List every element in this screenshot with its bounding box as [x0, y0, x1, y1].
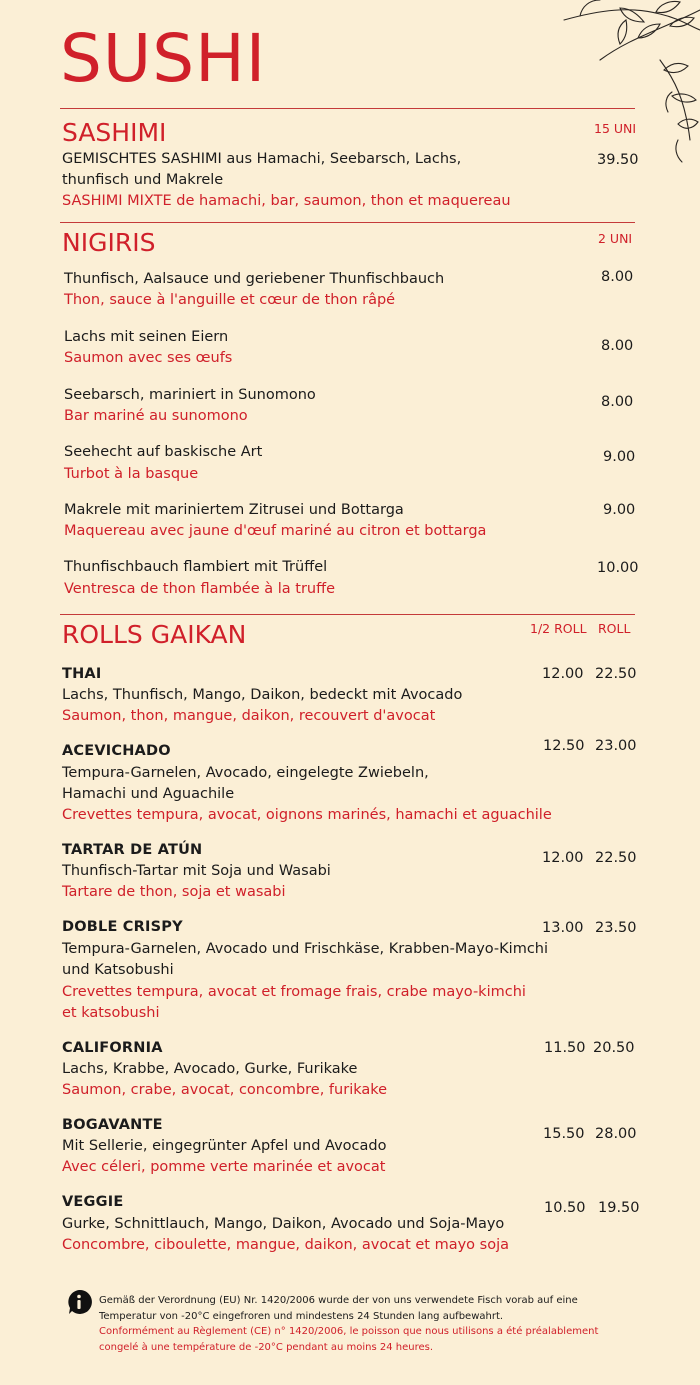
sashimi-description-de: GEMISCHTES SASHIMI aus Hamachi, Seebarsch, Lachs, thunfisch und Makrele	[62, 151, 462, 188]
nigiri-item-de: Seehecht auf baskische Art	[64, 444, 263, 460]
roll-description-de: Thunfisch-Tartar mit Soja und Wasabi	[62, 863, 331, 879]
section-divider	[60, 614, 635, 615]
roll-description-de: Tempura-Garnelen, Avocado und Frischkäse, Krabben-Mayo-Kimchi und Katsobushi	[62, 941, 549, 978]
nigiri-item-fr: Thon, sauce à l'anguille et cœur de thon râpé	[64, 292, 396, 308]
roll-price-full: 22.50	[595, 850, 637, 866]
roll-description-fr: Saumon, crabe, avocat, concombre, furikake	[62, 1082, 388, 1098]
rolls-unit-half: 1/2 ROLL	[530, 621, 587, 636]
section-heading-nigiris: NIGIRIS	[62, 228, 156, 257]
info-icon	[66, 1289, 92, 1315]
roll-name: BOGAVANTE	[62, 1117, 163, 1133]
nigiri-item-de: Thunfisch, Aalsauce und geriebener Thunfischbauch	[64, 271, 445, 287]
roll-name: CALIFORNIA	[62, 1040, 163, 1056]
roll-price-half: 11.50	[544, 1040, 586, 1056]
roll-name: TARTAR DE ATÚN	[62, 842, 203, 858]
page-title: SUSHI	[60, 20, 267, 97]
roll-description-fr: Tartare de thon, soja et wasabi	[62, 884, 286, 900]
roll-description-fr: Crevettes tempura, avocat et fromage frais, crabe mayo-kimchi et katsobushi	[62, 984, 526, 1021]
roll-description-fr: Avec céleri, pomme verte marinée et avocat	[62, 1159, 386, 1175]
roll-price-full: 23.50	[595, 920, 637, 936]
roll-price-full: 22.50	[595, 666, 637, 682]
nigiri-item-de: Makrele mit mariniertem Zitrusei und Bottarga	[64, 502, 404, 518]
roll-price-half: 15.50	[543, 1126, 585, 1142]
roll-price-half: 13.00	[542, 920, 584, 936]
nigiris-unit-label: 2 UNI	[598, 231, 633, 246]
roll-price-half: 12.00	[542, 850, 584, 866]
section-divider	[60, 108, 635, 109]
nigiri-item-de: Lachs mit seinen Eiern	[64, 329, 229, 345]
roll-name: DOBLE CRISPY	[62, 919, 183, 935]
roll-description-de: Gurke, Schnittlauch, Mango, Daikon, Avocado und Soja-Mayo	[62, 1216, 505, 1232]
nigiri-item-price: 9.00	[603, 449, 636, 465]
roll-price-full: 19.50	[598, 1200, 640, 1216]
roll-price-full: 20.50	[593, 1040, 635, 1056]
nigiri-item-fr: Saumon avec ses œufs	[64, 350, 233, 366]
nigiri-item-fr: Turbot à la basque	[64, 466, 199, 482]
roll-price-half: 10.50	[544, 1200, 586, 1216]
footer-notice-fr: Conformément au Règlement (CE) n° 1420/2006, le poisson que nous utilisons a été préalablement congelé à une température de -20°C pendant au moins 24 heures.	[99, 1326, 599, 1353]
section-heading-sashimi: SASHIMI	[62, 118, 167, 147]
roll-description-fr: Saumon, thon, mangue, daikon, recouvert d'avocat	[62, 708, 436, 724]
nigiri-item-price: 8.00	[601, 338, 634, 354]
nigiri-item-fr: Maquereau avec jaune d'œuf mariné au citron et bottarga	[64, 523, 487, 539]
nigiri-item-price: 8.00	[601, 269, 634, 285]
section-heading-rolls: ROLLS GAIKAN	[62, 620, 247, 649]
roll-name: VEGGIE	[62, 1194, 124, 1210]
roll-price-half: 12.50	[543, 738, 585, 754]
leaf-branch-illustration	[560, 0, 700, 170]
sashimi-description-fr: SASHIMI MIXTE de hamachi, bar, saumon, thon et maquereau	[62, 193, 511, 209]
roll-description-fr: Concombre, ciboulette, mangue, daikon, avocat et mayo soja	[62, 1237, 509, 1253]
nigiri-item-de: Thunfischbauch flambiert mit Trüffel	[64, 559, 328, 575]
nigiri-item-fr: Bar mariné au sunomono	[64, 408, 248, 424]
nigiri-item-price: 8.00	[601, 394, 634, 410]
sashimi-price: 39.50	[597, 152, 639, 168]
section-divider	[60, 222, 635, 223]
roll-name: ACEVICHADO	[62, 743, 171, 759]
roll-description-de: Tempura-Garnelen, Avocado, eingelegte Zwiebeln, Hamachi und Aguachile	[62, 765, 429, 802]
roll-price-full: 28.00	[595, 1126, 637, 1142]
nigiri-item-de: Seebarsch, mariniert in Sunomono	[64, 387, 316, 403]
roll-name: THAI	[62, 666, 102, 682]
roll-description-fr: Crevettes tempura, avocat, oignons marinés, hamachi et aguachile	[62, 807, 552, 823]
nigiri-item-fr: Ventresca de thon flambée à la truffe	[64, 581, 336, 597]
sashimi-unit-label: 15 UNI	[594, 121, 637, 136]
roll-description-de: Mit Sellerie, eingegrünter Apfel und Avocado	[62, 1138, 387, 1154]
rolls-unit-full: ROLL	[598, 621, 631, 636]
roll-description-de: Lachs, Krabbe, Avocado, Gurke, Furikake	[62, 1061, 358, 1077]
nigiri-item-price: 10.00	[597, 560, 639, 576]
roll-price-full: 23.00	[595, 738, 637, 754]
footer-notice-de: Gemäß der Verordnung (EU) Nr. 1420/2006 wurde der von uns verwendete Fisch vorab auf eine Temperatur von -20°C eingefroren und mindestens 24 Stunden lang aufbewahrt.	[99, 1295, 578, 1322]
roll-price-half: 12.00	[542, 666, 584, 682]
roll-description-de: Lachs, Thunfisch, Mango, Daikon, bedeckt mit Avocado	[62, 687, 463, 703]
nigiri-item-price: 9.00	[603, 502, 636, 518]
